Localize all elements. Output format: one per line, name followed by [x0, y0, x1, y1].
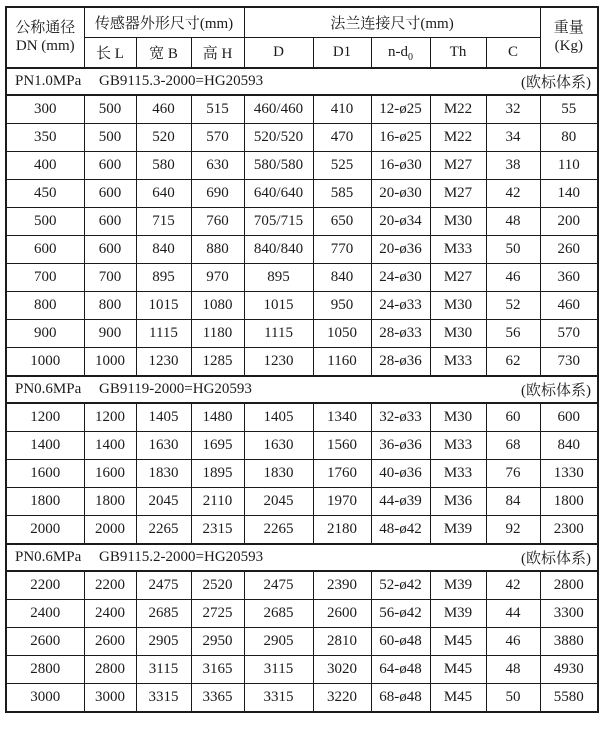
- cell-n-d0: 16-ø25: [371, 124, 430, 152]
- cell-width-b: 580: [136, 152, 191, 180]
- table-row: [6, 264, 598, 292]
- cell-d: 1405: [244, 403, 313, 432]
- cell-length-l: 1400: [84, 432, 136, 460]
- cell-width-b: 1830: [136, 460, 191, 488]
- cell-th: M45: [430, 656, 486, 684]
- cell-n-d0: 20-ø36: [371, 236, 430, 264]
- cell-n-d0: 12-ø25: [371, 95, 430, 124]
- cell-d: 2905: [244, 628, 313, 656]
- cell-length-l: 800: [84, 292, 136, 320]
- header-height-h: 高 H: [191, 38, 244, 69]
- cell-n-d0: 44-ø39: [371, 488, 430, 516]
- cell-n-d0: 52-ø42: [371, 571, 430, 600]
- cell-height-h: 570: [191, 124, 244, 152]
- cell-d1: 2390: [313, 571, 371, 600]
- cell-length-l: 1200: [84, 403, 136, 432]
- cell-height-h: 2950: [191, 628, 244, 656]
- table-row: [6, 95, 598, 124]
- cell-d: 1630: [244, 432, 313, 460]
- cell-d1: 1760: [313, 460, 371, 488]
- cell-th: M30: [430, 208, 486, 236]
- cell-d: 1230: [244, 348, 313, 377]
- cell-width-b: 460: [136, 95, 191, 124]
- cell-dn: 350: [6, 124, 84, 152]
- cell-c: 32: [486, 95, 540, 124]
- cell-n-d0: 32-ø33: [371, 403, 430, 432]
- standard-system-note: (欧标体系): [521, 383, 592, 399]
- cell-n-d0: 40-ø36: [371, 460, 430, 488]
- header-length-l: 长 L: [84, 38, 136, 69]
- cell-width-b: 2045: [136, 488, 191, 516]
- cell-th: M30: [430, 403, 486, 432]
- cell-dn: 1600: [6, 460, 84, 488]
- cell-d: 895: [244, 264, 313, 292]
- cell-d1: 2180: [313, 516, 371, 545]
- cell-width-b: 1015: [136, 292, 191, 320]
- cell-th: M33: [430, 460, 486, 488]
- cell-height-h: 1895: [191, 460, 244, 488]
- header-th: Th: [430, 38, 486, 69]
- cell-length-l: 900: [84, 320, 136, 348]
- cell-width-b: 2685: [136, 600, 191, 628]
- cell-weight: 4930: [540, 656, 598, 684]
- section-header-cell: [6, 544, 598, 571]
- header-weight-line1: 重量: [553, 20, 584, 37]
- cell-n-d0: 28-ø36: [371, 348, 430, 377]
- cell-d: 840/840: [244, 236, 313, 264]
- cell-length-l: 1000: [84, 348, 136, 377]
- cell-dn: 700: [6, 264, 84, 292]
- cell-th: M22: [430, 95, 486, 124]
- cell-th: M27: [430, 180, 486, 208]
- cell-n-d0: 36-ø36: [371, 432, 430, 460]
- header-row-subcolumns: [6, 38, 598, 69]
- cell-weight: 80: [540, 124, 598, 152]
- cell-d1: 470: [313, 124, 371, 152]
- cell-d1: 1050: [313, 320, 371, 348]
- flange-dimension-table: [5, 6, 599, 713]
- cell-th: M33: [430, 432, 486, 460]
- cell-height-h: 3365: [191, 684, 244, 713]
- cell-c: 34: [486, 124, 540, 152]
- cell-n-d0: 28-ø33: [371, 320, 430, 348]
- cell-weight: 600: [540, 403, 598, 432]
- standard-system-note: (欧标体系): [521, 75, 592, 91]
- cell-width-b: 1405: [136, 403, 191, 432]
- cell-dn: 1000: [6, 348, 84, 377]
- cell-length-l: 600: [84, 180, 136, 208]
- cell-c: 76: [486, 460, 540, 488]
- header-d: D: [244, 38, 313, 69]
- cell-weight: 460: [540, 292, 598, 320]
- cell-th: M39: [430, 600, 486, 628]
- standard-code-label: GB9115.3-2000=HG20593: [99, 73, 264, 89]
- table-row: [6, 432, 598, 460]
- cell-d: 705/715: [244, 208, 313, 236]
- cell-d: 580/580: [244, 152, 313, 180]
- standard-system-note: (欧标体系): [521, 551, 592, 567]
- cell-width-b: 1115: [136, 320, 191, 348]
- header-row-groups: [6, 7, 598, 38]
- table-row: [6, 403, 598, 432]
- table-row: [6, 152, 598, 180]
- cell-d: 460/460: [244, 95, 313, 124]
- header-sensor-dimensions-group: 传感器外形尺寸(mm): [84, 7, 244, 38]
- table-row: [6, 124, 598, 152]
- cell-length-l: 1800: [84, 488, 136, 516]
- header-n-d0-main: n-d: [388, 44, 409, 60]
- cell-dn: 1400: [6, 432, 84, 460]
- cell-height-h: 1080: [191, 292, 244, 320]
- cell-th: M30: [430, 320, 486, 348]
- cell-d: 3115: [244, 656, 313, 684]
- table-row: [6, 348, 598, 377]
- table-row: [6, 180, 598, 208]
- cell-d1: 950: [313, 292, 371, 320]
- table-row: [6, 208, 598, 236]
- cell-d: 2045: [244, 488, 313, 516]
- header-weight-line2: (Kg): [554, 37, 583, 54]
- pressure-rating-label: PN0.6MPa: [15, 381, 82, 397]
- header-nominal-diameter-line2: DN (mm): [15, 37, 75, 54]
- table-row: [6, 236, 598, 264]
- cell-weight: 2800: [540, 571, 598, 600]
- cell-d1: 840: [313, 264, 371, 292]
- cell-length-l: 600: [84, 152, 136, 180]
- cell-width-b: 715: [136, 208, 191, 236]
- table-row: [6, 320, 598, 348]
- cell-height-h: 970: [191, 264, 244, 292]
- cell-c: 68: [486, 432, 540, 460]
- cell-d: 640/640: [244, 180, 313, 208]
- cell-c: 46: [486, 264, 540, 292]
- cell-weight: 570: [540, 320, 598, 348]
- table-row: [6, 488, 598, 516]
- cell-c: 92: [486, 516, 540, 545]
- cell-n-d0: 60-ø48: [371, 628, 430, 656]
- section-header-cell: [6, 68, 598, 95]
- cell-width-b: 1630: [136, 432, 191, 460]
- table-header: [6, 7, 598, 68]
- cell-height-h: 1480: [191, 403, 244, 432]
- cell-th: M33: [430, 236, 486, 264]
- cell-weight: 360: [540, 264, 598, 292]
- cell-d1: 585: [313, 180, 371, 208]
- cell-weight: 840: [540, 432, 598, 460]
- cell-weight: 140: [540, 180, 598, 208]
- cell-c: 48: [486, 208, 540, 236]
- cell-weight: 3880: [540, 628, 598, 656]
- cell-n-d0: 56-ø42: [371, 600, 430, 628]
- cell-d: 1115: [244, 320, 313, 348]
- cell-n-d0: 24-ø30: [371, 264, 430, 292]
- cell-dn: 400: [6, 152, 84, 180]
- pressure-rating-label: PN0.6MPa: [15, 549, 82, 565]
- cell-dn: 2800: [6, 656, 84, 684]
- header-flange-connection-group: 法兰连接尺寸(mm): [244, 7, 540, 38]
- cell-th: M30: [430, 292, 486, 320]
- cell-n-d0: 16-ø30: [371, 152, 430, 180]
- cell-d: 1830: [244, 460, 313, 488]
- cell-n-d0: 64-ø48: [371, 656, 430, 684]
- cell-th: M45: [430, 684, 486, 713]
- cell-height-h: 1180: [191, 320, 244, 348]
- cell-c: 44: [486, 600, 540, 628]
- section-header-cell: [6, 376, 598, 403]
- cell-weight: 2300: [540, 516, 598, 545]
- standard-code-label: GB9115.2-2000=HG20593: [99, 549, 264, 565]
- cell-length-l: 500: [84, 95, 136, 124]
- cell-width-b: 3315: [136, 684, 191, 713]
- cell-length-l: 1600: [84, 460, 136, 488]
- cell-dn: 600: [6, 236, 84, 264]
- cell-d: 3315: [244, 684, 313, 713]
- cell-c: 42: [486, 571, 540, 600]
- cell-n-d0: 68-ø48: [371, 684, 430, 713]
- cell-th: M27: [430, 264, 486, 292]
- cell-weight: 3300: [540, 600, 598, 628]
- cell-width-b: 2905: [136, 628, 191, 656]
- cell-d1: 410: [313, 95, 371, 124]
- cell-width-b: 840: [136, 236, 191, 264]
- cell-c: 42: [486, 180, 540, 208]
- cell-dn: 1200: [6, 403, 84, 432]
- section-header-row: [6, 376, 598, 403]
- cell-n-d0: 24-ø33: [371, 292, 430, 320]
- cell-length-l: 600: [84, 236, 136, 264]
- table-row: [6, 292, 598, 320]
- cell-width-b: 895: [136, 264, 191, 292]
- header-n-d0: [371, 38, 430, 69]
- cell-length-l: 2200: [84, 571, 136, 600]
- table-row: [6, 656, 598, 684]
- cell-length-l: 2600: [84, 628, 136, 656]
- header-d1: D1: [313, 38, 371, 69]
- cell-dn: 800: [6, 292, 84, 320]
- header-nominal-diameter-line1: 公称通径: [15, 20, 76, 37]
- cell-d1: 1560: [313, 432, 371, 460]
- cell-d1: 1970: [313, 488, 371, 516]
- cell-c: 62: [486, 348, 540, 377]
- cell-d1: 3020: [313, 656, 371, 684]
- cell-length-l: 2400: [84, 600, 136, 628]
- cell-n-d0: 20-ø34: [371, 208, 430, 236]
- cell-c: 48: [486, 656, 540, 684]
- cell-d1: 2600: [313, 600, 371, 628]
- cell-weight: 1800: [540, 488, 598, 516]
- cell-th: M22: [430, 124, 486, 152]
- cell-d1: 525: [313, 152, 371, 180]
- cell-c: 38: [486, 152, 540, 180]
- cell-d1: 1160: [313, 348, 371, 377]
- cell-height-h: 880: [191, 236, 244, 264]
- pressure-rating-label: PN1.0MPa: [15, 73, 82, 89]
- header-c: C: [486, 38, 540, 69]
- cell-n-d0: 48-ø42: [371, 516, 430, 545]
- cell-weight: 5580: [540, 684, 598, 713]
- cell-d: 520/520: [244, 124, 313, 152]
- cell-th: M36: [430, 488, 486, 516]
- cell-d1: 3220: [313, 684, 371, 713]
- cell-height-h: 690: [191, 180, 244, 208]
- cell-th: M27: [430, 152, 486, 180]
- cell-dn: 2200: [6, 571, 84, 600]
- standard-code-label: GB9119-2000=HG20593: [99, 381, 252, 397]
- header-nominal-diameter: [6, 7, 84, 68]
- cell-length-l: 600: [84, 208, 136, 236]
- header-n-d0-subscript: 0: [408, 52, 414, 63]
- cell-th: M45: [430, 628, 486, 656]
- cell-d: 2685: [244, 600, 313, 628]
- table-row: [6, 571, 598, 600]
- cell-weight: 1330: [540, 460, 598, 488]
- cell-dn: 1800: [6, 488, 84, 516]
- cell-c: 46: [486, 628, 540, 656]
- cell-weight: 200: [540, 208, 598, 236]
- cell-weight: 55: [540, 95, 598, 124]
- cell-height-h: 2520: [191, 571, 244, 600]
- cell-d1: 770: [313, 236, 371, 264]
- cell-length-l: 2800: [84, 656, 136, 684]
- cell-height-h: 1695: [191, 432, 244, 460]
- cell-dn: 3000: [6, 684, 84, 713]
- cell-d1: 2810: [313, 628, 371, 656]
- cell-dn: 300: [6, 95, 84, 124]
- cell-height-h: 2110: [191, 488, 244, 516]
- cell-dn: 2400: [6, 600, 84, 628]
- cell-height-h: 760: [191, 208, 244, 236]
- cell-dn: 2000: [6, 516, 84, 545]
- cell-n-d0: 20-ø30: [371, 180, 430, 208]
- section-header-row: [6, 544, 598, 571]
- cell-c: 52: [486, 292, 540, 320]
- cell-height-h: 2315: [191, 516, 244, 545]
- cell-length-l: 2000: [84, 516, 136, 545]
- cell-length-l: 500: [84, 124, 136, 152]
- cell-width-b: 1230: [136, 348, 191, 377]
- table-row: [6, 600, 598, 628]
- cell-d: 1015: [244, 292, 313, 320]
- cell-height-h: 2725: [191, 600, 244, 628]
- cell-th: M39: [430, 571, 486, 600]
- table-row: [6, 516, 598, 545]
- cell-width-b: 2475: [136, 571, 191, 600]
- cell-height-h: 1285: [191, 348, 244, 377]
- cell-height-h: 3165: [191, 656, 244, 684]
- section-header-row: [6, 68, 598, 95]
- cell-c: 56: [486, 320, 540, 348]
- cell-dn: 900: [6, 320, 84, 348]
- cell-c: 50: [486, 684, 540, 713]
- table-row: [6, 684, 598, 713]
- cell-weight: 110: [540, 152, 598, 180]
- cell-width-b: 520: [136, 124, 191, 152]
- cell-dn: 500: [6, 208, 84, 236]
- cell-c: 60: [486, 403, 540, 432]
- cell-dn: 2600: [6, 628, 84, 656]
- cell-d: 2265: [244, 516, 313, 545]
- cell-th: M33: [430, 348, 486, 377]
- cell-c: 50: [486, 236, 540, 264]
- header-weight: [540, 7, 598, 68]
- cell-height-h: 515: [191, 95, 244, 124]
- cell-d1: 650: [313, 208, 371, 236]
- header-width-b: 宽 B: [136, 38, 191, 69]
- cell-weight: 260: [540, 236, 598, 264]
- table-body: [6, 68, 598, 712]
- cell-dn: 450: [6, 180, 84, 208]
- cell-d: 2475: [244, 571, 313, 600]
- table-row: [6, 628, 598, 656]
- table-row: [6, 460, 598, 488]
- cell-c: 84: [486, 488, 540, 516]
- cell-width-b: 640: [136, 180, 191, 208]
- cell-weight: 730: [540, 348, 598, 377]
- cell-th: M39: [430, 516, 486, 545]
- cell-width-b: 3115: [136, 656, 191, 684]
- cell-length-l: 700: [84, 264, 136, 292]
- cell-d1: 1340: [313, 403, 371, 432]
- cell-height-h: 630: [191, 152, 244, 180]
- cell-width-b: 2265: [136, 516, 191, 545]
- cell-length-l: 3000: [84, 684, 136, 713]
